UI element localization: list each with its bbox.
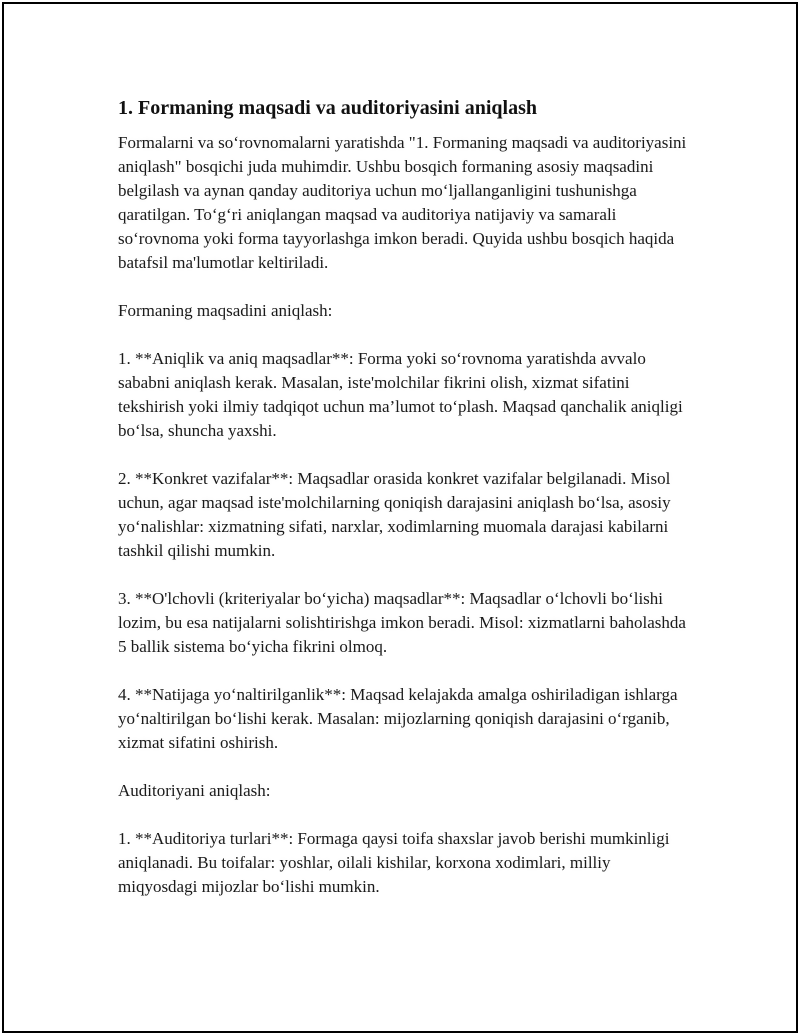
list-item-measurable-goals: 3. **O'lchovli (kriteriyalar bo‘yicha) maqsadlar**: Maqsadlar o‘lchovli bo‘lishi lozim, bu esa natijalarni solishtirishga imkon beradi. Misol: xizmatlarni baholashda 5 ballik sistema bo‘yicha fikrini olmoq. <box>118 589 686 656</box>
intro-paragraph: Formalarni va so‘rovnomalarni yaratishda "1. Formaning maqsadi va auditoriyasini aniqlash" bosqichi juda muhimdir. Ushbu bosqich formaning asosiy maqsadini belgilash va aynan qanday auditoriya uchun mo‘ljallanganligini tushunishga qaratilgan. To‘g‘ri aniqlangan maqsad va auditoriya natijaviy va samarali so‘rovnoma yoki forma tayyorlashga imkon beradi. Quyida ushbu bosqich haqida batafsil ma'lumotlar keltiriladi. <box>118 133 687 272</box>
list-item-concrete-tasks: 2. **Konkret vazifalar**: Maqsadlar orasida konkret vazifalar belgilanadi. Misol uchun, agar maqsad iste'molchilarning qoniqish darajasini aniqlash bo‘lsa, asosiy yo‘nalishlar: xizmatning sifati, narxlar, xodimlarning muomala darajasi kabilarni tashkil qilishi mumkin. <box>118 469 671 560</box>
list-item-precision: 1. **Aniqlik va aniq maqsadlar**: Forma yoki so‘rovnoma yaratishda avvalo sababni aniqlash kerak. Masalan, iste'molchilar fikrini olish, xizmat sifatini tekshirish yoki ilmiy tadqiqot uchun ma’lumot to‘plash. Maqsad qanchalik aniqligi bo‘lsa, shuncha yaxshi. <box>118 349 683 440</box>
document-body <box>118 95 688 923</box>
subheading-audience: Auditoriyani aniqlash: <box>118 781 271 800</box>
section-heading: 1. Formaning maqsadi va auditoriyasini aniqlash <box>118 97 537 119</box>
subheading-purpose: Formaning maqsadini aniqlash: <box>118 301 333 320</box>
list-item-audience-types: 1. **Auditoriya turlari**: Formaga qaysi toifa shaxslar javob berishi mumkinligi aniqlanadi. Bu toifalar: yoshlar, oilali kishilar, korxona xodimlari, milliy miqyosdagi mijozlar bo‘lishi mumkin. <box>118 829 670 896</box>
list-item-result-orientation: 4. **Natijaga yo‘naltirilganlik**: Maqsad kelajakda amalga oshiriladigan ishlarga yo‘naltirilgan bo‘lishi kerak. Masalan: mijozlarning qoniqish darajasini o‘rganib, xizmat sifatini oshirish. <box>118 685 678 752</box>
